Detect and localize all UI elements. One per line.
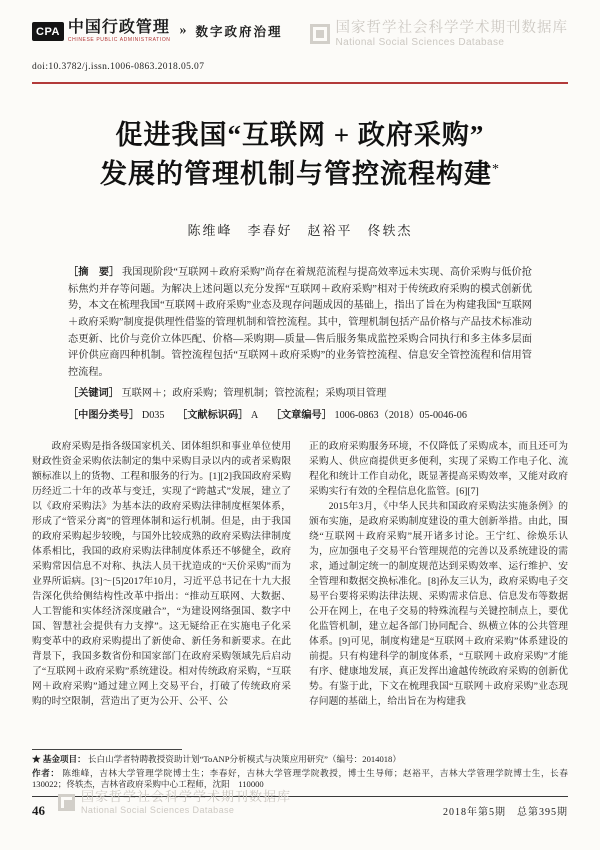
masthead xyxy=(32,20,568,48)
chevron-right-icon: » xyxy=(179,23,187,39)
journal-name-en: CHINESE PUBLIC ADMINISTRATION xyxy=(67,36,171,43)
paragraph: 正的政府采购服务环境，不仅降低了采购成本，而且还可为采购人、供应商提供更多便利，实现了采购工作电子化、流程化和统计工作自动化，既显著提高采购效率，又能对政府采购实行有效的全程信息化监管。[6][7] xyxy=(309,441,568,498)
page-number: 46 xyxy=(32,802,45,818)
right-column xyxy=(309,440,568,742)
footnotes xyxy=(32,754,577,791)
page-footer xyxy=(32,788,568,819)
body-columns xyxy=(32,440,568,742)
left-column xyxy=(32,440,291,742)
database-logo-icon xyxy=(310,24,330,44)
database-watermark-top xyxy=(310,20,569,48)
clc-value: D035 xyxy=(141,409,165,421)
authors-line: 陈维峰 李春好 赵裕平 佟轶杰 xyxy=(187,223,413,239)
article-id-label: ［文章编号］ xyxy=(270,409,332,421)
title-footnote-marker: * xyxy=(492,162,500,178)
keywords-label: ［关键词］ xyxy=(68,388,119,400)
issue-info: 2018年第5期 总第395期 xyxy=(443,806,568,818)
author-note xyxy=(32,767,577,791)
article-id-value: 1006-0863（2018）05-0046-06 xyxy=(334,409,467,421)
fund-label: ★ 基金项目： xyxy=(32,754,86,765)
masthead-left xyxy=(32,20,283,43)
author-note-text: 陈维峰，吉林大学管理学院博士生；李春好，吉林大学管理学院教授，博士生导师；赵裕平，吉林大学管理学院博士生，长春 130022；佟轶杰，吉林省政府采购中心工程师，沈阳 110000 xyxy=(32,767,577,790)
article-title xyxy=(32,116,568,194)
doi-line: doi:10.3782/j.issn.1006-0863.2018.05.07 xyxy=(32,61,205,72)
article-title-line1: 促进我国“互联网 + 政府采购” xyxy=(115,120,485,151)
fund-note xyxy=(32,754,568,766)
abstract-label: ［摘 要］ xyxy=(68,267,120,279)
keywords-line xyxy=(68,386,532,403)
watermark-cn: 国家哲学社会科学学术期刊数据库 xyxy=(81,788,292,804)
doc-code-label: ［文献标识码］ xyxy=(177,409,249,421)
keywords-text: 互联网＋；政府采购；管理机制；管控流程；采购项目管理 xyxy=(121,388,387,400)
journal-logo xyxy=(32,20,171,43)
paragraph: 2015年3月，《中华人民共和国政府采购法实施条例》的颁布实施，是政府采购制度建设的重大创新举措。由此，围绕“互联网＋政府采购”展开诸多讨论。王宁红、徐焕乐认为，应加强电子交易平台管理规范的完善以及系统建设的需求，通过制定统一的制度规范达到采购效率、运行维护、安全管理和数据交换标准化。[8]孙友三认为，政府采购电子交易平台要将采购法律法规、采购需求信息、信息发布等数据公开在网上，在电子交易的特殊流程与关键控制点上，要优化监管机制，建立起各部门协同配合、纵横立体的公共管理体系。[9]可见，制度构建是“互联网＋政府采购”体系建设的前提。只有构建科学的制度体系，“互联网＋政府采购”才能有序、健康地发展，真正发挥出逾越传统政府采购的创新优势。有鉴于此，下文在梳理我国“互联网＋政府采购”业态现存问题的基础上，给出旨在为构建我 xyxy=(309,501,568,707)
abstract-text: 我国现阶段“互联网＋政府采购”尚存在着规范流程与提高效率远未实现、高价采购与低价抢标焦灼并存等问题。为解决上述问题以充分发挥“互联网＋政府采购”相对于传统政府采购的模式创新优势，本文在梳理我国“互联网＋政府采购”业态及现存问题成因的基础上，指出了旨在为构建我国“互联网＋政府采购”制度提供理性借鉴的管理机制和管控流程。其中，管理机制包括产品价格与产品技术标准动态更新、比价与竞价立体匹配、价格—采购期—质量—售后服务集成监控采购合同执行和多主体多层面评价供应商四种机制。管控流程包括“互联网＋政府采购”的业务管控流程、信息安全管控流程和信用管控流程。 xyxy=(68,267,532,378)
clc-label: ［中图分类号］ xyxy=(68,409,140,421)
watermark-en: National Social Sciences Database xyxy=(335,36,505,48)
database-watermark-bottom xyxy=(58,790,291,815)
classification-line xyxy=(68,408,532,425)
database-logo-icon xyxy=(58,794,75,811)
footnote-divider xyxy=(32,749,182,750)
red-divider xyxy=(32,82,568,85)
doc-code-value: A xyxy=(250,409,259,421)
paragraph: 政府采购是指各级国家机关、团体组织和事业单位使用财政性资金采购依法制定的集中采购目录以内的或者采购限额标准以上的货物、工程和服务的行为。[1][2]我国政府采购历经近二十年的改革与变迁，实现了“跨越式”发展，建立了以《政府采购法》为基本法的政府采购法律制度框架体系，形成了“管采分离”的管理体制和运行机制。但是，由于我国的政府采购起步较晚，与国外比较成熟的政府采购法律制度体系相比，我国的政府采购法律制度体系还不够健全，政府采购常因信息不对称、执法人员干扰造成的“天价采购”而为业界所诟病。[3]～[5]2017年10月，习近平总书记在十九大报告深化供给侧结构性改革中指出：“推动互联网、大数据、人工智能和实体经济深度融合”，“为建设网络强国、数字中国、智慧社会提供有力支撑”。这无疑给正在实施电子化采购变革中的政府采购提出了新使命、新任务和新要求。在此背景下，我国多数省份和国家部门在政府采购领域先后启动了“互联网＋政府采购”系统建设。相对传统政府采购，“互联网＋政府采购”通过建立网上交易平台，打破了传统政府采购的时空限制，营造出了更为公开、公平、公 xyxy=(32,441,291,707)
journal-logo-icon: CPA xyxy=(32,22,64,41)
watermark-en: National Social Sciences Database xyxy=(81,804,235,815)
article-title-line2: 发展的管理机制与管控流程构建 xyxy=(100,159,492,190)
abstract-block xyxy=(68,265,532,381)
section-title: 数字政府治理 xyxy=(195,25,283,40)
fund-text: 长白山学者特聘教授资助计划“ToANP分析模式与决策应用研究”（编号：2014018） xyxy=(87,754,401,765)
author-note-label: 作者： xyxy=(32,767,60,778)
watermark-cn: 国家哲学社会科学学术期刊数据库 xyxy=(335,20,568,36)
journal-name: 中国行政管理 xyxy=(67,19,170,36)
